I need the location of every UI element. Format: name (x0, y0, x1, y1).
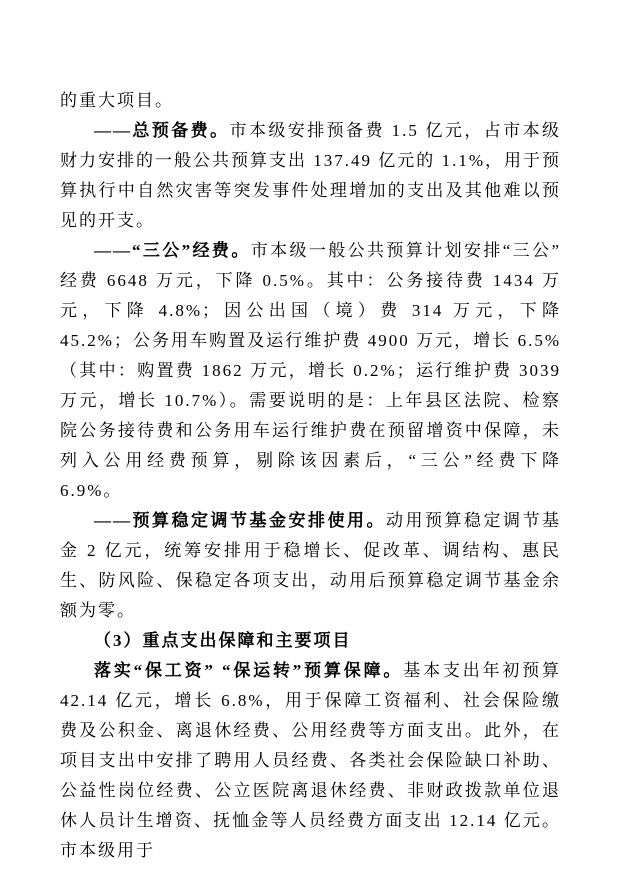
paragraph-text: 市本级一般公共预算计划安排“三公”经费 6648 万元，下降 0.5%。其中：公务接待费 1434 万元，下降 4.8%；因公出国（境）费 314 万元，下降 45.2%；公务用车购置及运行维护费 4900 万元，增长 6.5%（其中：购置费 1862 万元，增长 0.2%；运行维护费 3039 万元，增长 10.7%）。需要说明的是：上年县区法院、检察院公务接待费和公务用车运行维护费在预留增资中保障，未列入公用经费预算，剔除该因素后，“三公”经费下降 6.9%。 (60, 241, 562, 500)
para-total-reserve-fund (60, 116, 561, 236)
paragraph-text: 动用预算稳定调节基金 2 亿元，统筹安排用于稳增长、促改革、调结构、惠民生、防风险、保稳定各项支出，动用后预算稳定调节基金余额为零。 (60, 511, 561, 620)
para-three-public-expenses (60, 236, 561, 506)
paragraph-text: 市本级安排预备费 1.5 亿元，占市本级财力安排的一般公共预算支出 137.49 亿元的 1.1%，用于预算执行中自然灾害等突发事件处理增加的支出及其他难以预见的开支。 (60, 121, 562, 230)
paragraph-lead: ——预算稳定调节基金安排使用。 (94, 511, 386, 530)
paragraph-lead: ——“三公”经费。 (94, 241, 251, 260)
heading-key-expenditure-guarantee (60, 626, 561, 656)
paragraph-lead: ——总预备费。 (94, 121, 230, 140)
paragraph-lead: 落实“保工资” “保运转”预算保障。 (94, 661, 404, 680)
para-continuation-major-projects (60, 86, 561, 116)
paragraph-text: 的重大项目。 (60, 91, 174, 110)
para-salary-operation-guarantee (60, 656, 561, 866)
para-budget-stabilization-fund (60, 506, 561, 626)
document-body (60, 86, 561, 866)
paragraph-text: 基本支出年初预算 42.14 亿元，增长 6.8%，用于保障工资福利、社会保险缴费及公积金、离退休经费、公用经费等方面支出。此外，在项目支出中安排了聘用人员经费、各类社会保险缺口补助、公益性岗位经费、公立医院离退休经费、非财政拨款单位退休人员计生增资、抚恤金等人员经费方面支出 12.14 亿元。市本级用于 (60, 661, 562, 860)
paragraph-text: （3）重点支出保障和主要项目 (94, 631, 352, 650)
